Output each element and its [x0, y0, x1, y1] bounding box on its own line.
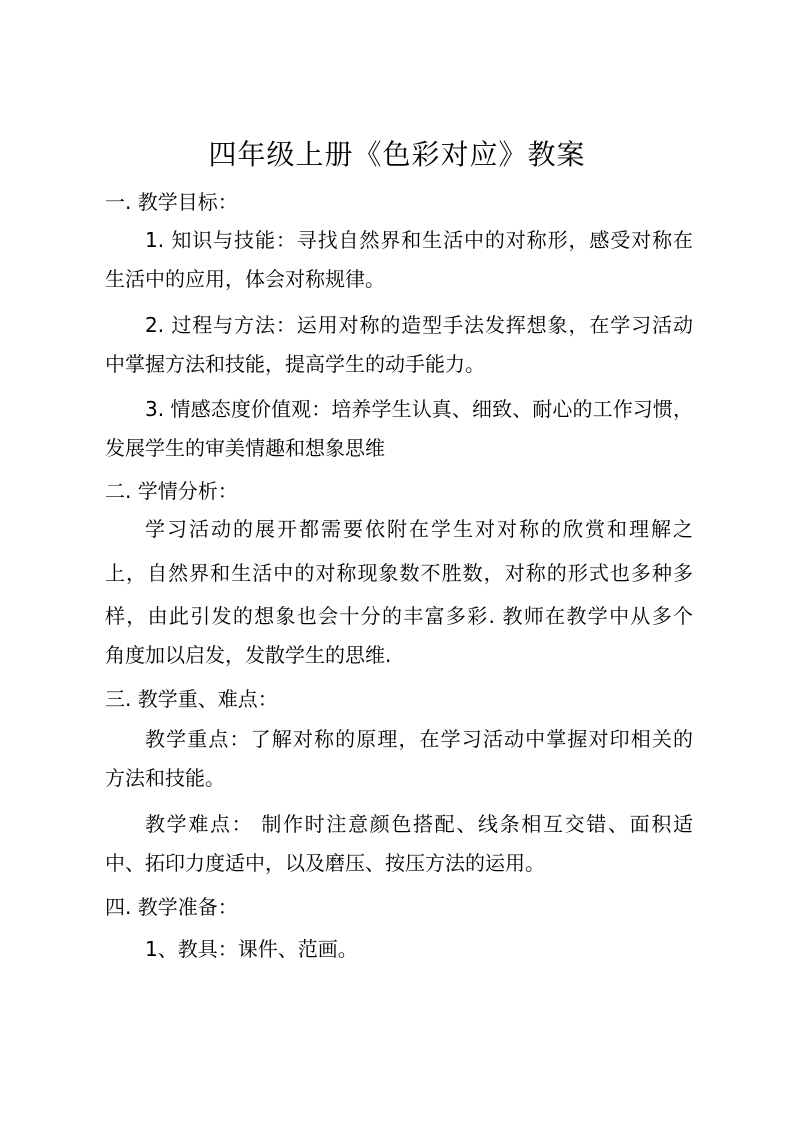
- paragraph-line: 中掌握方法和技能，提高学生的动手能力。: [105, 352, 485, 376]
- paragraph-line: 发展学生的审美情趣和想象思维: [105, 436, 385, 460]
- section-heading-analysis: 二. 学情分析：: [105, 479, 238, 503]
- paragraph-line: 样，由此引发的想象也会十分的丰富多彩. 教师在教学中从多个: [105, 604, 693, 628]
- paragraph-line: 1. 知识与技能：寻找自然界和生活中的对称形，感受对称在: [145, 228, 693, 252]
- paragraph-line: 1、教具：课件、范画。: [145, 937, 358, 961]
- paragraph-line: 生活中的应用，体会对称规律。: [105, 267, 385, 291]
- section-heading-objectives: 一. 教学目标：: [105, 190, 238, 214]
- section-heading-key-points: 三. 教学重、难点：: [105, 687, 278, 711]
- paragraph-line: 教学难点： 制作时注意颜色搭配、线条相互交错、面积适: [145, 812, 693, 836]
- paragraph-line: 教学重点：了解对称的原理，在学习活动中掌握对印相关的: [145, 727, 693, 751]
- paragraph-line: 方法和技能。: [105, 766, 225, 790]
- paragraph-line: 学习活动的展开都需要依附在学生对对称的欣赏和理解之: [145, 517, 693, 541]
- paragraph-line: 上，自然界和生活中的对称现象数不胜数，对称的形式也多种多: [105, 561, 693, 585]
- paragraph-line: 2. 过程与方法：运用对称的造型手法发挥想象，在学习活动: [145, 313, 693, 337]
- paragraph-line: 中、拓印力度适中，以及磨压、按压方法的运用。: [105, 851, 545, 875]
- page-title: 四年级上册《色彩对应》教案: [208, 138, 586, 171]
- paragraph-line: 角度加以启发，发散学生的思维.: [105, 643, 392, 667]
- section-heading-preparation: 四. 教学准备：: [105, 895, 238, 919]
- paragraph-line: 3. 情感态度价值观：培养学生认真、细致、耐心的工作习惯，: [145, 397, 693, 421]
